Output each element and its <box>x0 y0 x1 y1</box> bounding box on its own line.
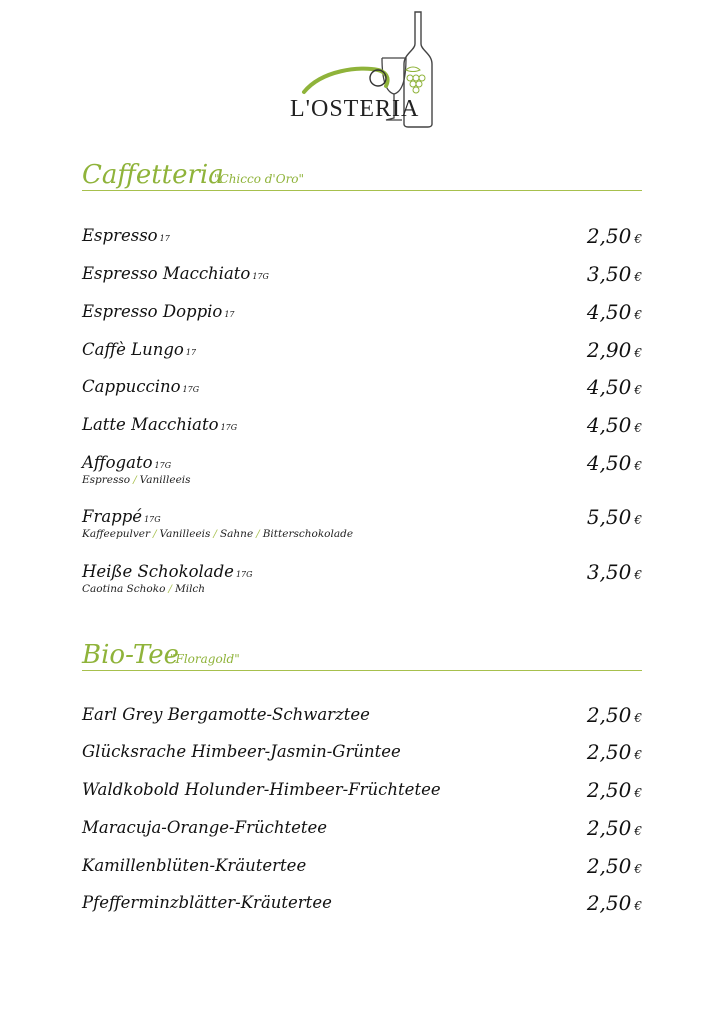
item-name: Pfefferminzblätter-Kräutertee <box>82 893 332 912</box>
item-name: Heiße Schokolade <box>82 562 234 581</box>
menu-item <box>82 740 642 764</box>
item-code: 17 <box>159 234 170 243</box>
currency: € <box>634 459 642 473</box>
currency: € <box>634 786 642 800</box>
menu-item <box>82 262 642 286</box>
item-code: 17G <box>154 461 172 470</box>
menu-item <box>82 891 642 915</box>
item-name: Maracuja-Orange-Früchtetee <box>82 818 328 837</box>
item-price: 4,50 <box>586 451 632 475</box>
section-subtitle: "Chicco d'Oro" <box>214 172 305 186</box>
menu-item <box>82 778 642 802</box>
currency: € <box>634 899 642 913</box>
currency: € <box>634 383 642 397</box>
item-description: Caotina Schoko / Milch <box>82 583 206 595</box>
menu-item <box>82 338 642 362</box>
item-name: Caffè Lungo <box>82 340 184 359</box>
section-caffetteria-header <box>82 160 642 191</box>
item-name: Latte Macchiato <box>82 415 219 434</box>
currency: € <box>634 711 642 725</box>
currency: € <box>634 421 642 435</box>
item-price: 3,50 <box>586 262 632 286</box>
item-name: Frappé <box>82 507 143 526</box>
menu-item <box>82 562 642 595</box>
item-code: 17G <box>252 272 269 281</box>
menu-item <box>82 224 642 248</box>
item-code: 17G <box>235 570 253 579</box>
item-code: 17 <box>185 348 197 357</box>
item-price: 4,50 <box>586 375 632 399</box>
item-name: Espresso <box>82 226 158 245</box>
currency: € <box>634 270 642 284</box>
item-price: 2,50 <box>586 854 632 878</box>
item-name: Affogato <box>82 453 153 472</box>
item-name: Cappuccino <box>82 377 181 396</box>
item-price: 4,50 <box>586 413 632 437</box>
menu-item <box>82 703 642 727</box>
item-price: 2,50 <box>586 778 632 802</box>
item-code: 17G <box>144 515 161 524</box>
item-name: Glücksrache Himbeer-Jasmin-Grüntee <box>82 742 401 761</box>
currency: € <box>634 308 642 322</box>
menu-item <box>82 816 642 840</box>
menu-item <box>82 507 642 540</box>
menu-item <box>82 375 642 399</box>
item-price: 3,50 <box>586 560 632 584</box>
item-price: 2,50 <box>586 703 632 727</box>
item-description: Kaffeepulver / Vanilleeis / Sahne / Bitterschokolade <box>82 528 354 540</box>
item-price: 5,50 <box>586 505 632 529</box>
currency: € <box>634 862 642 876</box>
currency: € <box>634 346 642 360</box>
item-price: 2,50 <box>586 224 632 248</box>
item-price: 2,50 <box>586 891 632 915</box>
item-price: 4,50 <box>586 300 632 324</box>
currency: € <box>634 232 642 246</box>
item-code: 17 <box>224 310 235 319</box>
menu-item <box>82 453 642 486</box>
section-subtitle: "Floragold" <box>170 652 240 666</box>
item-name: Espresso Macchiato <box>82 264 251 283</box>
brand-logo <box>282 8 442 130</box>
menu-item <box>82 413 642 437</box>
item-price: 2,50 <box>586 816 632 840</box>
item-name: Kamillenblüten-Kräutertee <box>82 856 307 875</box>
item-price: 2,90 <box>586 338 632 362</box>
item-description: Espresso / Vanilleeis <box>82 474 191 486</box>
currency: € <box>634 513 642 527</box>
menu-item <box>82 854 642 878</box>
menu-item <box>82 300 642 324</box>
item-price: 2,50 <box>586 740 632 764</box>
item-name: Waldkobold Holunder-Himbeer-Früchtetee <box>82 780 441 799</box>
section-title: Caffetteria <box>82 160 224 190</box>
section-title: Bio-Tee <box>82 640 180 670</box>
currency: € <box>634 568 642 582</box>
currency: € <box>634 824 642 838</box>
item-code: 17G <box>182 385 200 394</box>
brand-name: L'OSTERIA <box>290 96 420 122</box>
currency: € <box>634 748 642 762</box>
item-name: Earl Grey Bergamotte-Schwarztee <box>82 705 370 724</box>
section-bio-tee-header <box>82 640 642 671</box>
item-name: Espresso Doppio <box>82 302 223 321</box>
item-code: 17G <box>220 423 238 432</box>
